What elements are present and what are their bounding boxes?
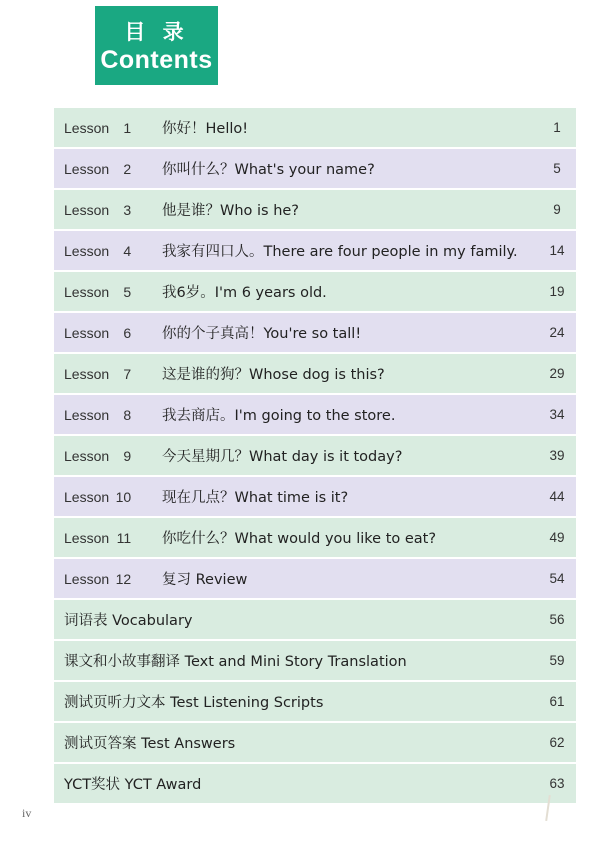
page-number: 54 — [538, 559, 576, 598]
lesson-number: 5 — [123, 283, 132, 300]
toc-row[interactable] — [54, 436, 576, 475]
toc-row-left — [54, 518, 538, 557]
toc-row-left — [54, 108, 538, 147]
backmatter-title: YCT奖状 YCT Award — [64, 777, 202, 793]
lesson-number: 8 — [123, 406, 132, 423]
table-of-contents — [54, 108, 576, 805]
lesson-word: Lesson — [64, 570, 110, 587]
toc-row-backmatter[interactable] — [54, 600, 576, 639]
lesson-label — [64, 231, 131, 270]
page-number: 1 — [538, 108, 576, 147]
toc-row-backmatter[interactable] — [54, 641, 576, 680]
lesson-word: Lesson — [64, 119, 110, 136]
lesson-label — [64, 149, 131, 188]
toc-row[interactable] — [54, 231, 576, 270]
lesson-word: Lesson — [64, 406, 110, 423]
backmatter-title: 测试页答案 Test Answers — [64, 736, 236, 752]
lesson-number: 9 — [123, 447, 132, 464]
lesson-title: 这是谁的狗？Whose dog is this? — [162, 367, 385, 383]
page-number: 24 — [538, 313, 576, 352]
toc-row-left — [54, 723, 538, 762]
lesson-word: Lesson — [64, 242, 110, 259]
lesson-title: 你吃什么？What would you like to eat? — [162, 531, 437, 547]
lesson-title: 复习 Review — [162, 572, 248, 588]
toc-row[interactable] — [54, 559, 576, 598]
lesson-title: 你好！Hello! — [162, 121, 249, 137]
toc-row-left — [54, 477, 538, 516]
page-number: 44 — [538, 477, 576, 516]
lesson-word: Lesson — [64, 201, 110, 218]
backmatter-title: 测试页听力文本 Test Listening Scripts — [64, 695, 324, 711]
header-title-english: Contents — [100, 46, 213, 74]
page-number: 61 — [538, 682, 576, 721]
contents-header — [95, 6, 218, 85]
lesson-label — [64, 436, 131, 475]
toc-row-left — [54, 395, 538, 434]
page-number: 49 — [538, 518, 576, 557]
toc-row[interactable] — [54, 395, 576, 434]
toc-row-backmatter[interactable] — [54, 764, 576, 803]
lesson-label — [64, 313, 131, 352]
toc-row-left — [54, 764, 538, 803]
page-number: 56 — [538, 600, 576, 639]
lesson-word: Lesson — [64, 447, 110, 464]
toc-row-left — [54, 641, 538, 680]
lesson-title: 我6岁。I'm 6 years old. — [162, 285, 327, 301]
lesson-title: 我家有四口人。There are four people in my family. — [162, 244, 518, 260]
lesson-word: Lesson — [64, 283, 110, 300]
lesson-number: 3 — [123, 201, 132, 218]
lesson-label — [64, 190, 131, 229]
page-number: 5 — [538, 149, 576, 188]
toc-row[interactable] — [54, 477, 576, 516]
toc-row[interactable] — [54, 190, 576, 229]
lesson-title: 他是谁？Who is he? — [162, 203, 300, 219]
lesson-number: 12 — [115, 570, 132, 587]
toc-row-left — [54, 682, 538, 721]
lesson-word: Lesson — [64, 160, 110, 177]
header-title-chinese: 目 录 — [124, 20, 189, 44]
toc-row-left — [54, 190, 538, 229]
toc-row-left — [54, 436, 538, 475]
page-number: 9 — [538, 190, 576, 229]
lesson-number: 7 — [123, 365, 132, 382]
lesson-title: 我去商店。I'm going to the store. — [162, 408, 396, 424]
lesson-label — [64, 354, 131, 393]
lesson-label — [64, 108, 131, 147]
toc-row[interactable] — [54, 354, 576, 393]
toc-row-left — [54, 231, 538, 270]
page-number: 14 — [538, 231, 576, 270]
lesson-word: Lesson — [64, 365, 110, 382]
toc-row-backmatter[interactable] — [54, 682, 576, 721]
lesson-number: 11 — [116, 529, 132, 546]
lesson-title: 现在几点？What time is it? — [162, 490, 349, 506]
page-number: 59 — [538, 641, 576, 680]
toc-row[interactable] — [54, 149, 576, 188]
folio-number: iv — [22, 806, 32, 820]
page-number: 29 — [538, 354, 576, 393]
toc-row-left — [54, 354, 538, 393]
toc-row-left — [54, 272, 538, 311]
lesson-label — [64, 559, 131, 598]
toc-row-left — [54, 600, 538, 639]
page-number: 39 — [538, 436, 576, 475]
lesson-title: 今天星期几？What day is it today? — [162, 449, 403, 465]
toc-row[interactable] — [54, 272, 576, 311]
page-number: 63 — [538, 764, 576, 803]
lesson-number: 10 — [115, 488, 132, 505]
lesson-number: 4 — [123, 242, 132, 259]
lesson-number: 6 — [123, 324, 132, 341]
toc-row-left — [54, 149, 538, 188]
lesson-word: Lesson — [64, 529, 110, 546]
lesson-word: Lesson — [64, 488, 110, 505]
lesson-number: 2 — [123, 160, 132, 177]
toc-row[interactable] — [54, 518, 576, 557]
lesson-label — [64, 477, 131, 516]
lesson-number: 1 — [123, 119, 132, 136]
backmatter-title: 词语表 Vocabulary — [64, 613, 193, 629]
lesson-title: 你叫什么？What's your name? — [162, 162, 375, 178]
lesson-label — [64, 395, 131, 434]
backmatter-title: 课文和小故事翻译 Text and Mini Story Translation — [64, 654, 407, 670]
toc-row-left — [54, 559, 538, 598]
toc-row[interactable] — [54, 313, 576, 352]
toc-row-left — [54, 313, 538, 352]
lesson-label — [64, 518, 131, 557]
page-number: 19 — [538, 272, 576, 311]
toc-row[interactable] — [54, 108, 576, 147]
lesson-word: Lesson — [64, 324, 110, 341]
page-number: 62 — [538, 723, 576, 762]
page-number: 34 — [538, 395, 576, 434]
lesson-title: 你的个子真高！You're so tall! — [162, 326, 362, 342]
lesson-label — [64, 272, 131, 311]
toc-row-backmatter[interactable] — [54, 723, 576, 762]
